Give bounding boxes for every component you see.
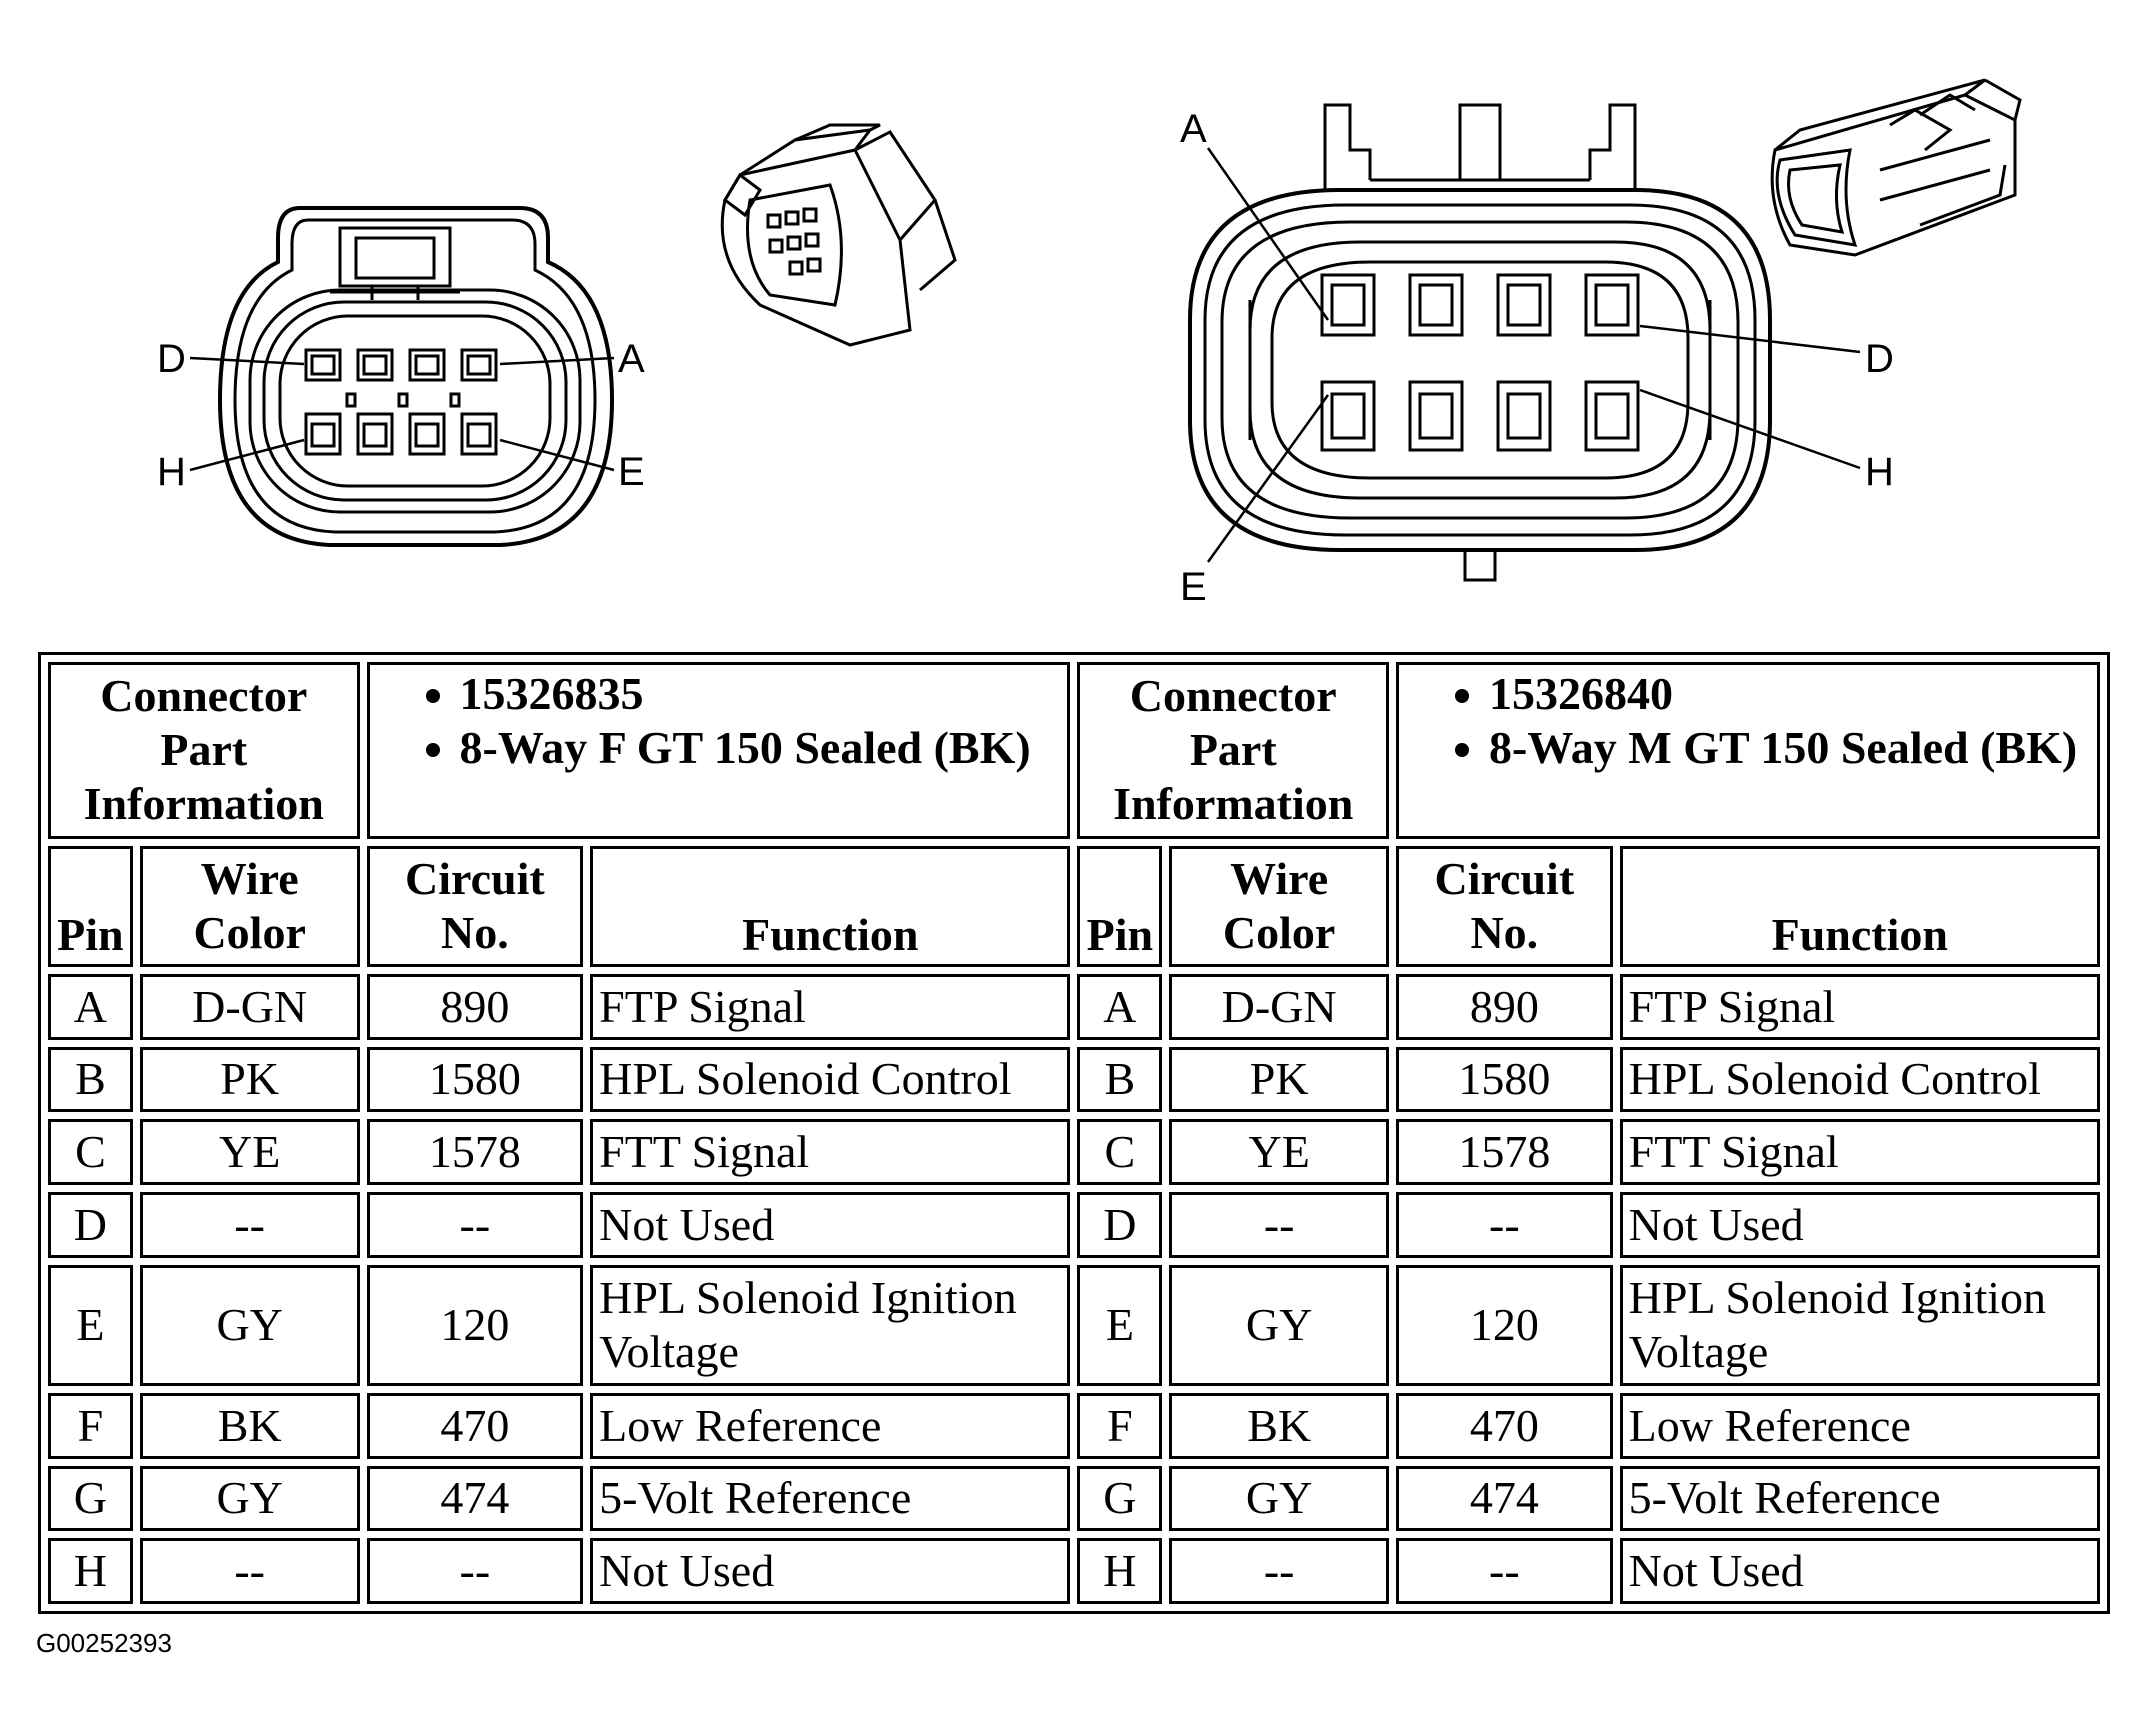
figure-id: G00252393 — [36, 1628, 172, 1658]
circuit-cell: 1578 — [1396, 1119, 1613, 1185]
col-header-circuit-no: Circuit No. — [1396, 846, 1613, 967]
wire-color-cell: PK — [140, 1047, 360, 1113]
right-part-details — [1396, 662, 2100, 839]
circuit-cell: 474 — [1396, 1466, 1613, 1532]
function-cell: Not Used — [1620, 1192, 2100, 1258]
connector-diagram — [0, 0, 2141, 640]
wire-color-cell: -- — [140, 1192, 360, 1258]
male-pin-cavities — [1322, 275, 1638, 450]
pin-cell: D — [48, 1192, 133, 1258]
circuit-cell: 470 — [367, 1393, 584, 1459]
pin-label-d: D — [157, 337, 186, 381]
col-header-pin: Pin — [1077, 846, 1162, 967]
function-cell: 5-Volt Reference — [590, 1466, 1070, 1532]
pin-cell: C — [48, 1119, 133, 1185]
pin-cell: G — [1077, 1466, 1162, 1532]
table-row — [48, 1047, 2100, 1113]
function-cell: FTP Signal — [590, 974, 1070, 1040]
pin-label-e: E — [1180, 565, 1207, 609]
pin-cell: A — [1077, 974, 1162, 1040]
part-info-label-line: Part — [1189, 724, 1277, 776]
table-row — [48, 974, 2100, 1040]
part-description: • 8-Way M GT 150 Sealed (BK) — [1489, 721, 2091, 775]
function-cell: FTT Signal — [1620, 1119, 2100, 1185]
left-part-info-label — [48, 662, 360, 839]
wire-color-cell: BK — [140, 1393, 360, 1459]
pin-cell: F — [1077, 1393, 1162, 1459]
pin-label-h: H — [1865, 450, 1894, 494]
table-row — [48, 1538, 2100, 1604]
col-header-circuit-no: Circuit No. — [367, 846, 584, 967]
wire-color-cell: BK — [1169, 1393, 1389, 1459]
male-pin-leaders — [1208, 148, 1860, 562]
circuit-cell: 474 — [367, 1466, 584, 1532]
male-connector-iso-view — [1772, 80, 2020, 255]
function-cell: FTT Signal — [590, 1119, 1070, 1185]
function-cell: HPL Solenoid Ignition Voltage — [590, 1265, 1070, 1386]
function-cell: Not Used — [1620, 1538, 2100, 1604]
part-info-label-line: Information — [1113, 778, 1354, 830]
part-description: • 8-Way F GT 150 Sealed (BK) — [460, 721, 1062, 775]
pin-label-a: A — [618, 337, 645, 381]
table-row — [48, 1466, 2100, 1532]
wire-color-cell: D-GN — [140, 974, 360, 1040]
circuit-cell: 890 — [367, 974, 584, 1040]
wire-color-cell: -- — [1169, 1192, 1389, 1258]
function-cell: Not Used — [590, 1538, 1070, 1604]
pin-cell: B — [1077, 1047, 1162, 1113]
pin-cell: G — [48, 1466, 133, 1532]
function-cell: Low Reference — [1620, 1393, 2100, 1459]
pin-cell: E — [1077, 1265, 1162, 1386]
right-part-info-label — [1077, 662, 1389, 839]
circuit-cell: -- — [1396, 1192, 1613, 1258]
circuit-cell: 1580 — [367, 1047, 584, 1113]
col-header-wire-color: Wire Color — [1169, 846, 1389, 967]
wire-color-cell: YE — [1169, 1119, 1389, 1185]
left-part-details — [367, 662, 1071, 839]
wire-color-cell: D-GN — [1169, 974, 1389, 1040]
table-row — [48, 1192, 2100, 1258]
pin-cell: C — [1077, 1119, 1162, 1185]
part-number: • 15326840 — [1489, 667, 2091, 721]
circuit-cell: 1580 — [1396, 1047, 1613, 1113]
part-info-label-line: Information — [83, 778, 324, 830]
function-cell: Not Used — [590, 1192, 1070, 1258]
wire-color-cell: GY — [140, 1265, 360, 1386]
male-connector-face — [1190, 105, 1770, 580]
wire-color-cell: -- — [1169, 1538, 1389, 1604]
pin-label-a: A — [1180, 107, 1207, 151]
col-header-function: Function — [1620, 846, 2100, 967]
column-header-row — [48, 846, 2100, 967]
circuit-cell: 1578 — [367, 1119, 584, 1185]
circuit-cell: 890 — [1396, 974, 1613, 1040]
circuit-cell: 120 — [367, 1265, 584, 1386]
pin-cell: H — [1077, 1538, 1162, 1604]
wire-color-cell: YE — [140, 1119, 360, 1185]
circuit-cell: -- — [367, 1538, 584, 1604]
pin-cell: D — [1077, 1192, 1162, 1258]
circuit-cell: 470 — [1396, 1393, 1613, 1459]
part-info-label-line: Connector — [100, 669, 308, 721]
female-connector-face — [220, 208, 612, 545]
col-header-wire-color: Wire Color — [140, 846, 360, 967]
pin-label-d: D — [1865, 337, 1894, 381]
wire-color-cell: -- — [140, 1538, 360, 1604]
pin-cell: A — [48, 974, 133, 1040]
function-cell: Low Reference — [590, 1393, 1070, 1459]
function-cell: FTP Signal — [1620, 974, 2100, 1040]
female-pin-cavities — [306, 350, 496, 454]
pin-cell: B — [48, 1047, 133, 1113]
pin-cell: E — [48, 1265, 133, 1386]
pin-cell: H — [48, 1538, 133, 1604]
function-cell: HPL Solenoid Ignition Voltage — [1620, 1265, 2100, 1386]
pin-cell: F — [48, 1393, 133, 1459]
female-connector-iso-view — [722, 125, 955, 345]
wire-color-cell: PK — [1169, 1047, 1389, 1113]
part-info-label-line: Connector — [1129, 669, 1337, 721]
function-cell: HPL Solenoid Control — [1620, 1047, 2100, 1113]
table-row — [48, 1393, 2100, 1459]
wire-color-cell: GY — [1169, 1466, 1389, 1532]
part-number: • 15326835 — [460, 667, 1062, 721]
wire-color-cell: GY — [1169, 1265, 1389, 1386]
table-row — [48, 1265, 2100, 1386]
part-info-label-line: Part — [160, 724, 248, 776]
table-row — [48, 1119, 2100, 1185]
wire-color-cell: GY — [140, 1466, 360, 1532]
col-header-function: Function — [590, 846, 1070, 967]
col-header-pin: Pin — [48, 846, 133, 967]
circuit-cell: -- — [367, 1192, 584, 1258]
function-cell: 5-Volt Reference — [1620, 1466, 2100, 1532]
function-cell: HPL Solenoid Control — [590, 1047, 1070, 1113]
circuit-cell: 120 — [1396, 1265, 1613, 1386]
connector-pinout-table — [38, 652, 2110, 1614]
pin-label-h: H — [157, 450, 186, 494]
pin-label-e: E — [618, 450, 645, 494]
circuit-cell: -- — [1396, 1538, 1613, 1604]
